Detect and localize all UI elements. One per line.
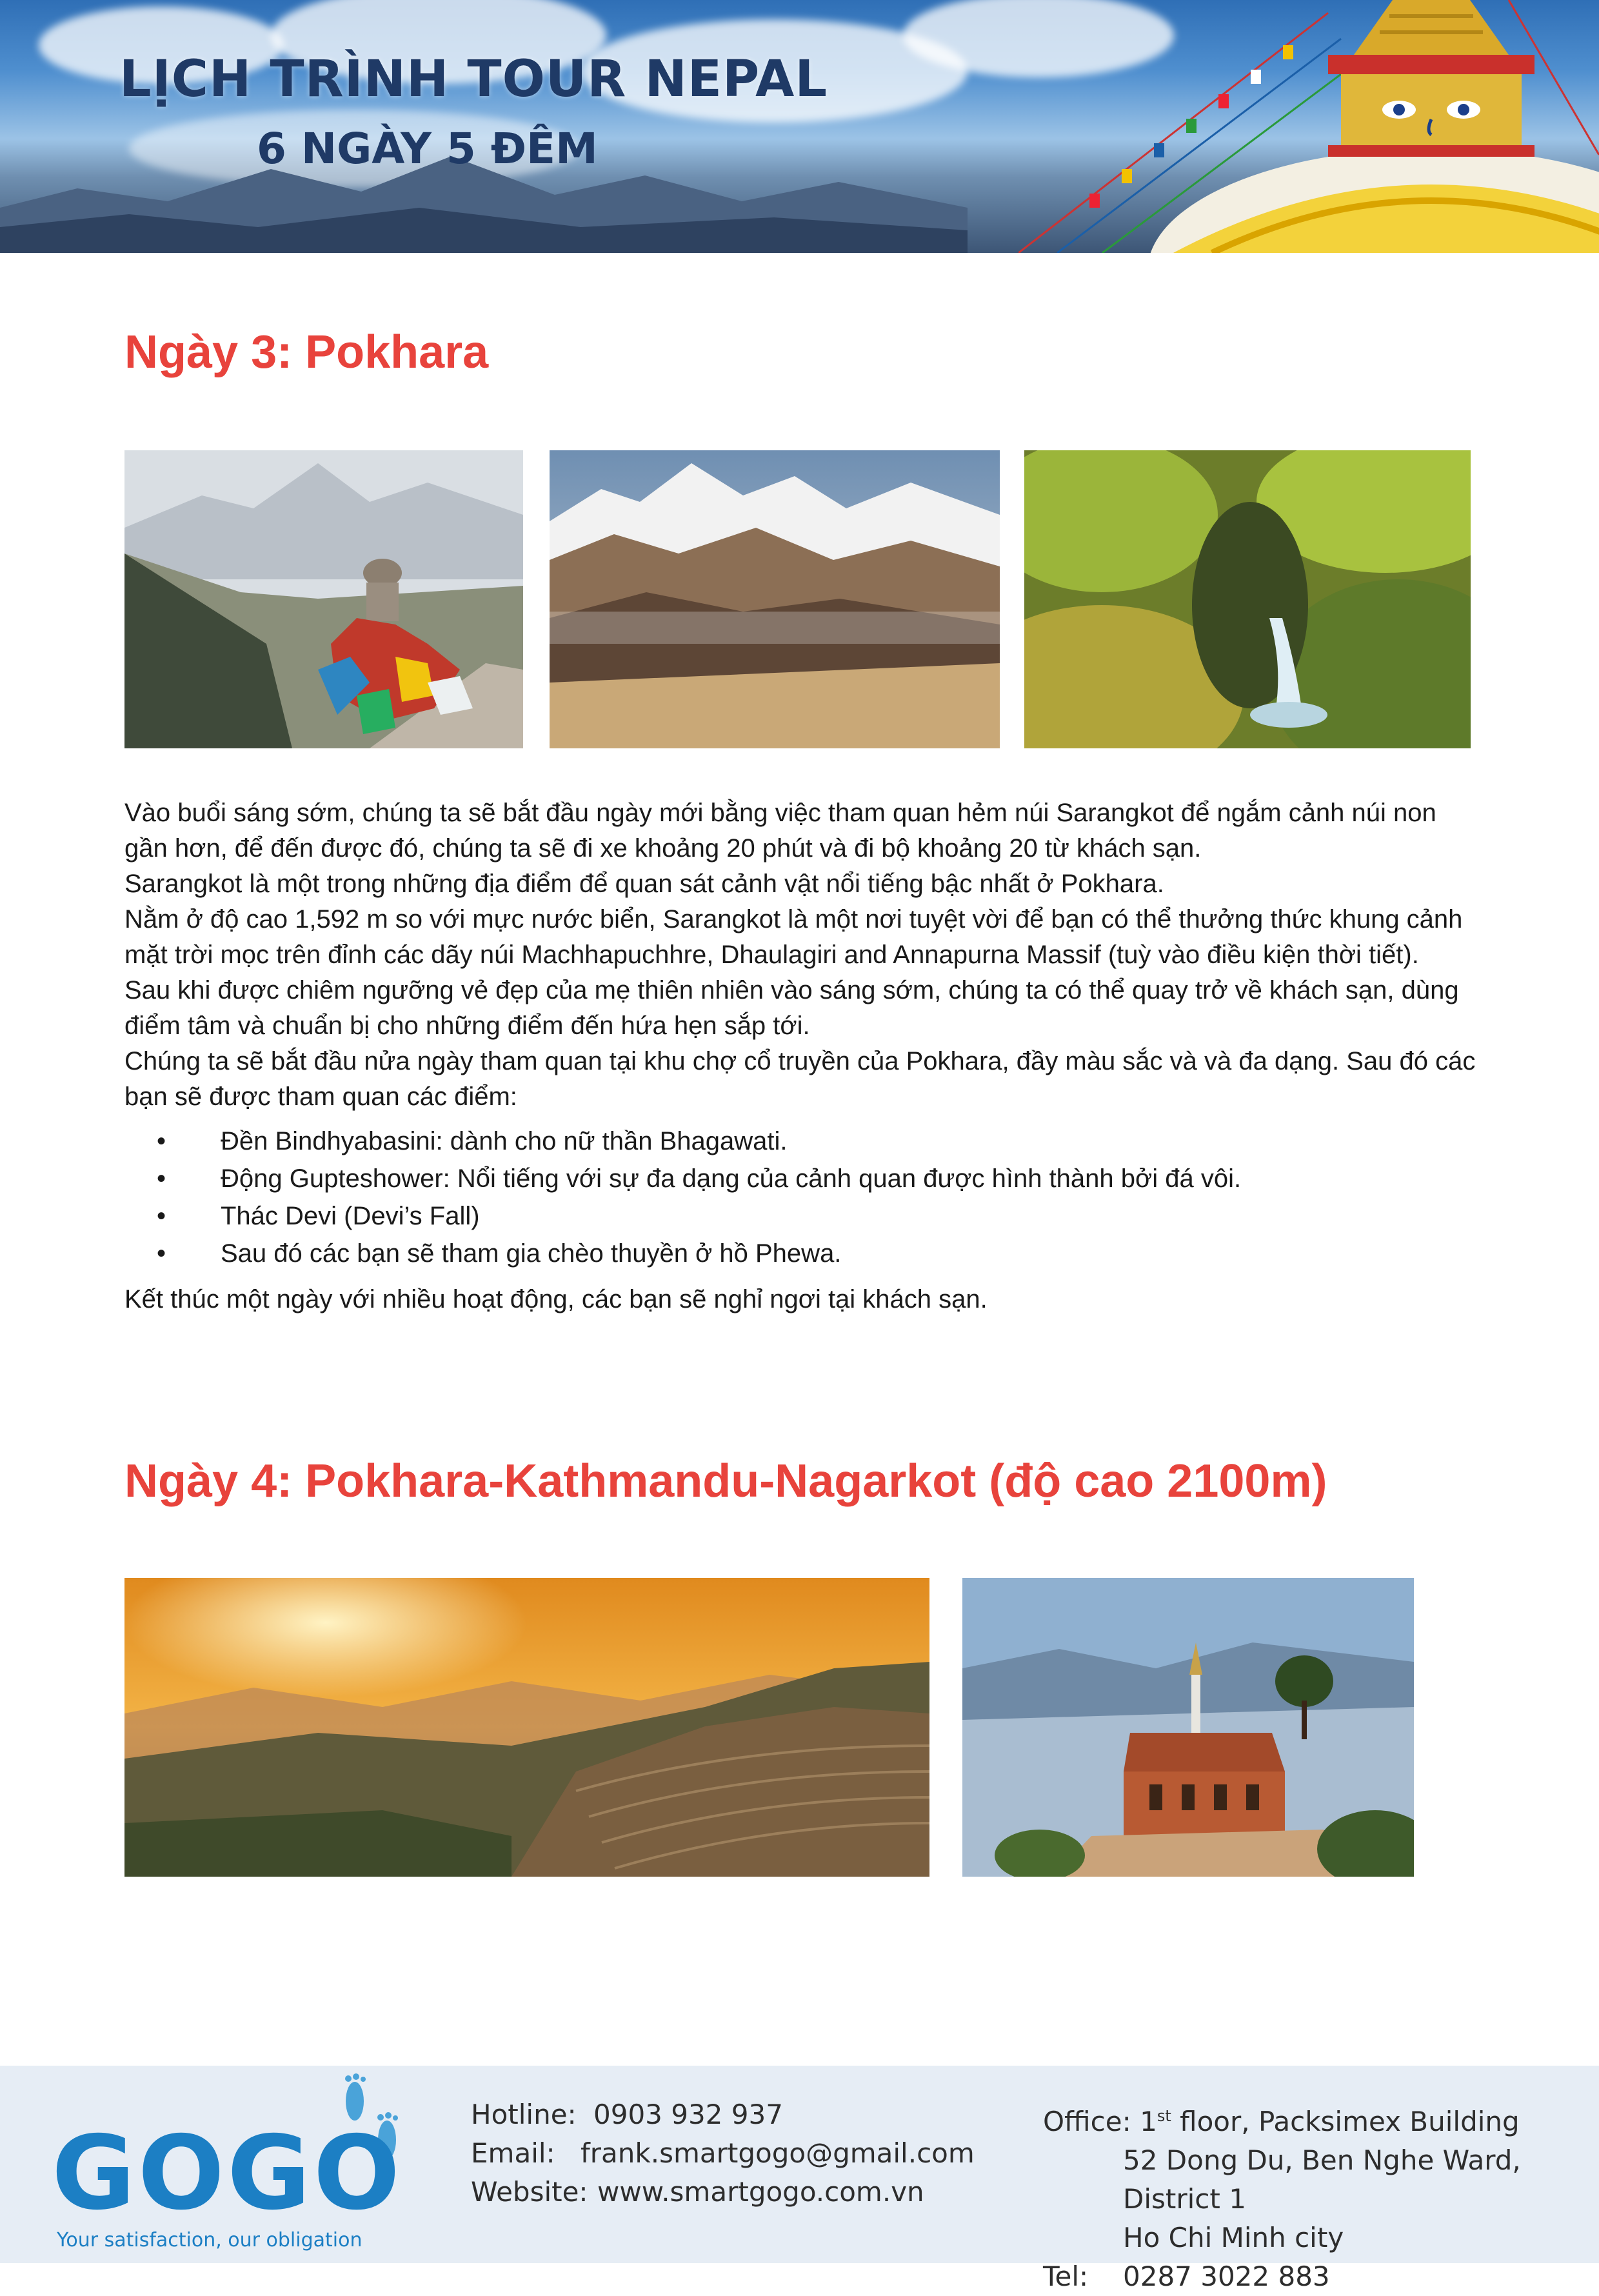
nagarkot-temple-photo [962,1578,1414,1877]
header-banner [0,0,1599,253]
office-info [1043,2097,1599,2296]
list-item: • Sau đó các bạn sẽ tham gia chèo thuyền ở hồ Phewa. [124,1235,1485,1272]
day4-heading: Ngày 4: Pokhara-Kathmandu-Nagarkot (độ cao 2100m) [124,1455,1327,1507]
list-item: • Động Gupteshower: Nổi tiếng với sự đa dạng của cảnh quan được hình thành bởi đá vôi. [124,1160,1485,1197]
list-item: • Thác Devi (Devi’s Fall) [124,1197,1485,1235]
paragraph: Nằm ở độ cao 1,592 m so với mực nước biển, Sarangkot là một nơi tuyệt vời để bạn có thể thưởng thức khung cảnh mặt trời mọc trên đỉnh các dãy núi Machhapuchhre, Dhaulagiri and Annapurna Massif (tuỳ vào điều kiện thời tiết). [124,905,1463,969]
list-item: • Đền Bindhyabasini: dành cho nữ thần Bhagawati. [124,1123,1485,1160]
tel-row [1043,2257,1599,2296]
logo-tagline: Your satisfaction, our obligation [57,2229,363,2251]
gogo-logo [52,2066,413,2263]
devi-fall-photo [1024,450,1471,748]
email-row [471,2134,975,2173]
paragraph: Sarangkot là một trong những địa điểm để quan sát cảnh vật nổi tiếng bậc nhất ở Pokhara. [124,870,1164,898]
office-line3: Ho Chi Minh city [1123,2222,1344,2253]
paragraph: Chúng ta sẽ bắt đầu nửa ngày tham quan tại khu chợ cổ truyền của Pokhara, đầy màu sắc và và đa dạng. Sau đó các bạn sẽ được tham quan các điểm: [124,1047,1476,1111]
bullet-icon: • [157,1202,166,1230]
paragraph: Sau khi được chiêm ngưỡng vẻ đẹp của mẹ thiên nhiên vào sáng sớm, chúng ta có thể quay trở về khách sạn, dùng điểm tâm và chuẩn bị cho những điểm đến hứa hẹn sắp tới. [124,976,1459,1040]
website-link[interactable]: www.smartgogo.com.vn [597,2176,924,2208]
email-label: Email: [471,2137,555,2169]
bullet-icon: • [157,1239,166,1268]
prayer-flags-mountain-photo [124,450,523,748]
hotline-number[interactable]: 0903 932 937 [593,2099,783,2130]
office-line2: 52 Dong Du, Ben Nghe Ward, District 1 [1123,2144,1521,2215]
contact-info [471,2095,975,2211]
logo-text: GOGO [52,2114,403,2233]
closing-paragraph: Kết thúc một ngày với nhiều hoạt động, các bạn sẽ nghỉ ngơi tại khách sạn. [124,1285,988,1313]
tel-number[interactable]: 0287 3022 883 [1123,2261,1330,2292]
sightseeing-list [124,1123,1485,1272]
office-floor-number: 1 [1140,2106,1157,2137]
himalaya-range-photo [550,450,1000,748]
tel-label: Tel: [1043,2261,1089,2292]
sunset-terraces-photo [124,1578,929,1877]
day3-description [124,795,1485,1317]
stupa-illustration [1018,0,1599,253]
day3-heading: Ngày 3: Pokhara [124,326,489,378]
paragraph: Vào buổi sáng sớm, chúng ta sẽ bắt đầu ngày mới bằng việc tham quan hẻm núi Sarangkot để ngắm cảnh núi non gần hơn, để đến được đó, chúng ta sẽ đi xe khoảng 20 phút và đi bộ khoảng 20 từ khách sạn. [124,799,1436,863]
website-label: Website: [471,2176,588,2208]
office-label: Office: [1043,2106,1131,2137]
office-floor-suffix: st [1157,2107,1171,2125]
hotline-label: Hotline: [471,2099,577,2130]
hotline-row [471,2095,975,2134]
office-row [1043,2097,1599,2141]
email-link[interactable]: frank.smartgogo@gmail.com [581,2137,975,2169]
office-line1: floor, Packsimex Building [1180,2106,1520,2137]
banner-subtitle: 6 NGÀY 5 ĐÊM [257,124,598,174]
website-row [471,2173,975,2211]
bullet-icon: • [157,1164,166,1193]
bullet-icon: • [157,1127,166,1155]
banner-title: LỊCH TRÌNH TOUR NEPAL [119,50,828,108]
